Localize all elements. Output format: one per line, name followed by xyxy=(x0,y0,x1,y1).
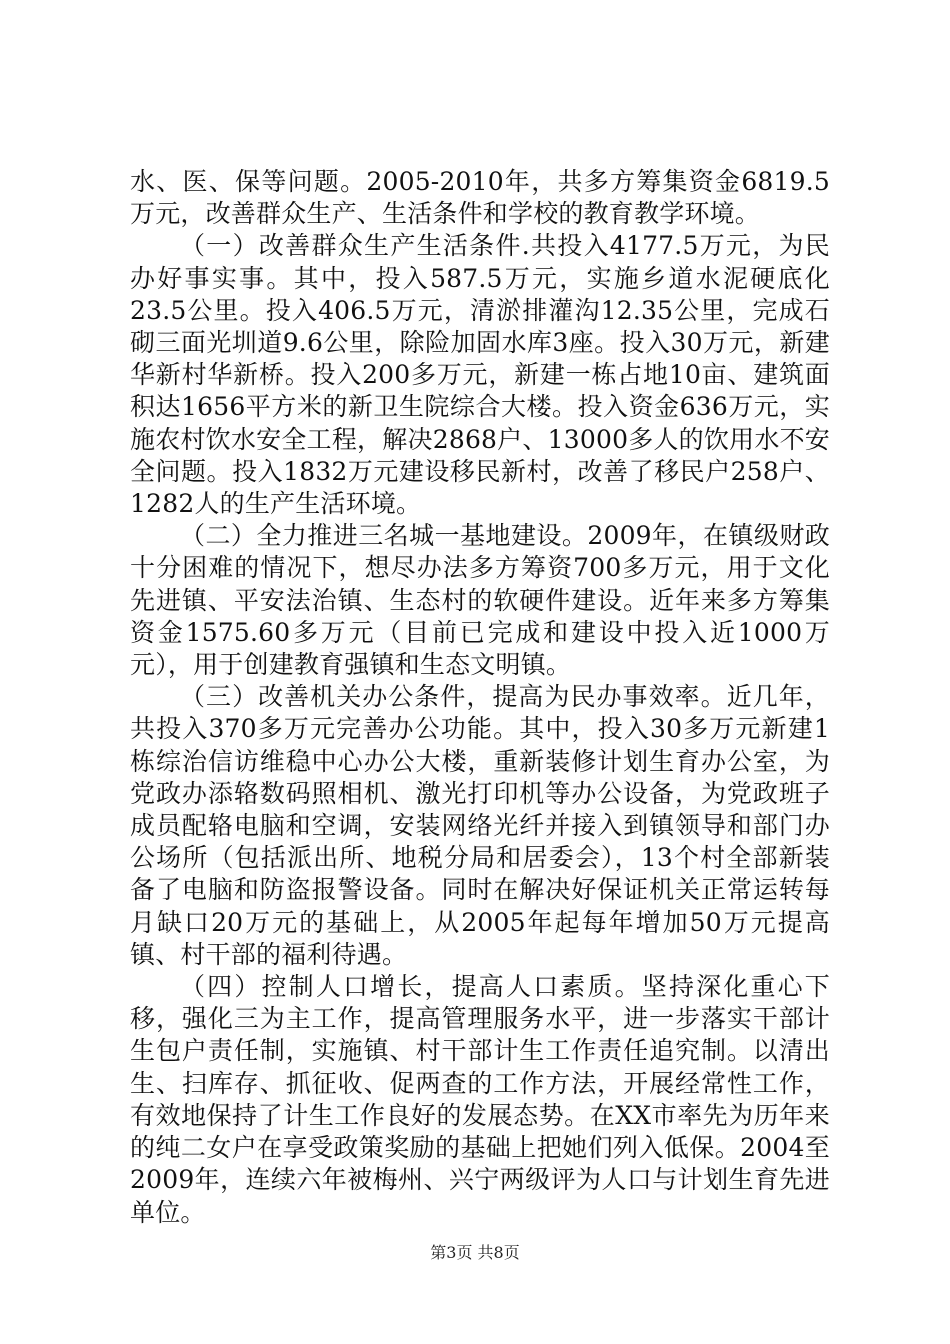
paragraph-section-2: （二）全力推进三名城一基地建设。2009年，在镇级财政十分困难的情况下，想尽办法多方筹资700多万元，用于文化先进镇、平安法治镇、生态村的软硬件建设。近年来多方筹集资金1575.60多万元（目前已完成和建设中投入近1000万元），用于创建教育强镇和生态文明镇。 xyxy=(130,521,830,680)
paragraph-section-3: （三）改善机关办公条件，提高为民办事效率。近几年，共投入370多万元完善办公功能。其中，投入30多万元新建1栋综治信访维稳中心办公大楼，重新装修计划生育办公室，为党政办添辂数码照相机、激光打印机等办公设备，为党政班子成员配辂电脑和空调，安装网络光纤并接入到镇领导和部门办公场所（包括派出所、地税分局和居委会），13个村全部新装备了电脑和防盗报警设备。同时在解决好保证机关正常运转每月缺口20万元的基础上，从2005年起每年增加50万元提高镇、村干部的福利待遇。 xyxy=(130,682,830,969)
document-body xyxy=(130,166,830,1229)
paragraph-section-1: （一）改善群众生产生活条件.共投入4177.5万元，为民办好事实事。其中，投入587.5万元，实施乡道水泥硬底化23.5公里。投入406.5万元，清淤排灌沟12.35公里，完成石砌三面光圳道9.6公里，除险加固水库3座。投入30万元，新建华新村华新桥。投入200多万元，新建一栋占地10亩、建筑面积达1656平方米的新卫生院综合大楼。投入资金636万元，实施农村饮水安全工程，解决2868户、13000多人的饮用水不安全问题。投入1832万元建设移民新村，改善了移民户258户、1282人的生产生活环境。 xyxy=(130,231,830,519)
page-number-footer: 第3页 共8页 xyxy=(430,1243,520,1262)
paragraph-continuation: 水、医、保等问题。2005-2010年，共多方筹集资金6819.5万元，改善群众生产、生活条件和学校的教育教学环境。 xyxy=(130,167,830,229)
paragraph-section-4: （四）控制人口增长，提高人口素质。坚持深化重心下移，强化三为主工作，提高管理服务水平，进一步落实干部计生包户责任制，实施镇、村干部计生工作责任追究制。以清出生、扫库存、抓征收、促两查的工作方法，开展经常性工作，有效地保持了计生工作良好的发展态势。在XX市率先为历年来的纯二女户在享受政策奖励的基础上把她们列入低保。2004至2009年，连续六年被梅州、兴宁两级评为人口与计划生育先进单位。 xyxy=(130,972,830,1227)
